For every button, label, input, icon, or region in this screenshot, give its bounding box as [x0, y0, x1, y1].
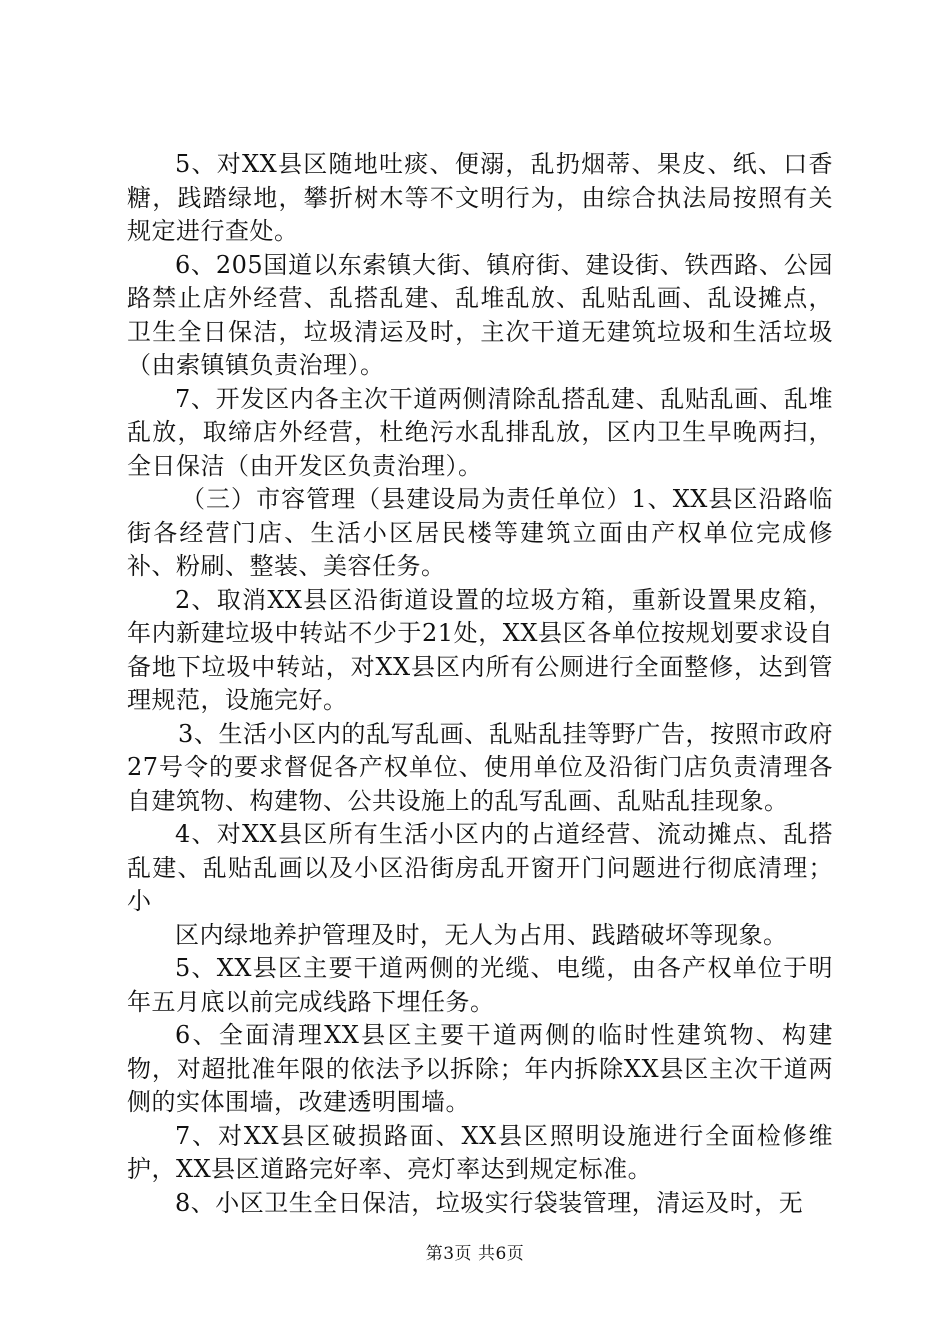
paragraph-continuation-green-space: 区内绿地养护管理及时，无人为占用、践踏破坏等现象。 [175, 920, 788, 949]
paragraph-item-7-development-zone: 7、开发区内各主次干道两侧清除乱搭乱建、乱贴乱画、乱堆乱放，取缔店外经营，杜绝污水乱排乱放，区内卫生早晚两扫，全日保洁（由开发区负责治理）。 [127, 384, 833, 480]
paragraph-item-5-cables: 5、XX县区主要干道两侧的光缆、电缆，由各产权单位于明年五月底以前完成线路下埋任务。 [127, 954, 833, 1016]
paragraph-section-3-city-appearance: （三）市容管理（县建设局为责任单位）1、XX县区沿路临街各经营门店、生活小区居民楼等建筑立面由产权单位完成修补、粉刷、整装、美容任务。 [127, 485, 833, 580]
paragraph-item-3-advertisements: 3、生活小区内的乱写乱画、乱贴乱挂等野广告，按照市政府27号令的要求督促各产权单位、使用单位及沿街门店负责清理各自建筑物、构建物、公共设施上的乱写乱画、乱贴乱挂现象。 [127, 719, 833, 815]
paragraph-item-8-sanitation: 8、小区卫生全日保洁，垃圾实行袋装管理，清运及时，无 [175, 1188, 804, 1217]
document-body [127, 148, 833, 1220]
paragraph-item-7-road-lighting: 7、对XX县区破损路面、XX县区照明设施进行全面检修维护，XX县区道路完好率、亮灯率达到规定标准。 [127, 1121, 833, 1183]
page-number-footer: 第3页 共6页 [425, 1244, 525, 1264]
paragraph-item-4-residential-areas: 4、对XX县区所有生活小区内的占道经营、流动摊点、乱搭乱建、乱贴乱画以及小区沿街房乱开窗开门问题进行彻底清理；小 [127, 820, 833, 915]
paragraph-item-2-garbage-stations: 2、取消XX县区沿街道设置的垃圾方箱，重新设置果皮箱，年内新建垃圾中转站不少于21处，XX县区各单位按规划要求设自备地下垃圾中转站，对XX县区内所有公厕进行全面整修，达到管理规范，设施完好。 [127, 585, 833, 714]
paragraph-item-6-temporary-buildings: 6、全面清理XX县区主要干道两侧的临时性建筑物、构建物，对超批准年限的依法予以拆除；年内拆除XX县区主次干道两侧的实体围墙，改建透明围墙。 [127, 1021, 833, 1116]
paragraph-item-5-litter: 5、对XX县区随地吐痰、便溺，乱扔烟蒂、果皮、纸、口香糖，践踏绿地，攀折树木等不文明行为，由综合执法局按照有关规定进行查处。 [127, 150, 833, 245]
paragraph-item-6-highway: 6、205国道以东索镇大街、镇府街、建设街、铁西路、公园路禁止店外经营、乱搭乱建、乱堆乱放、乱贴乱画、乱设摊点，卫生全日保洁，垃圾清运及时，主次干道无建筑垃圾和生活垃圾（由索镇镇负责治理）。 [127, 250, 833, 379]
